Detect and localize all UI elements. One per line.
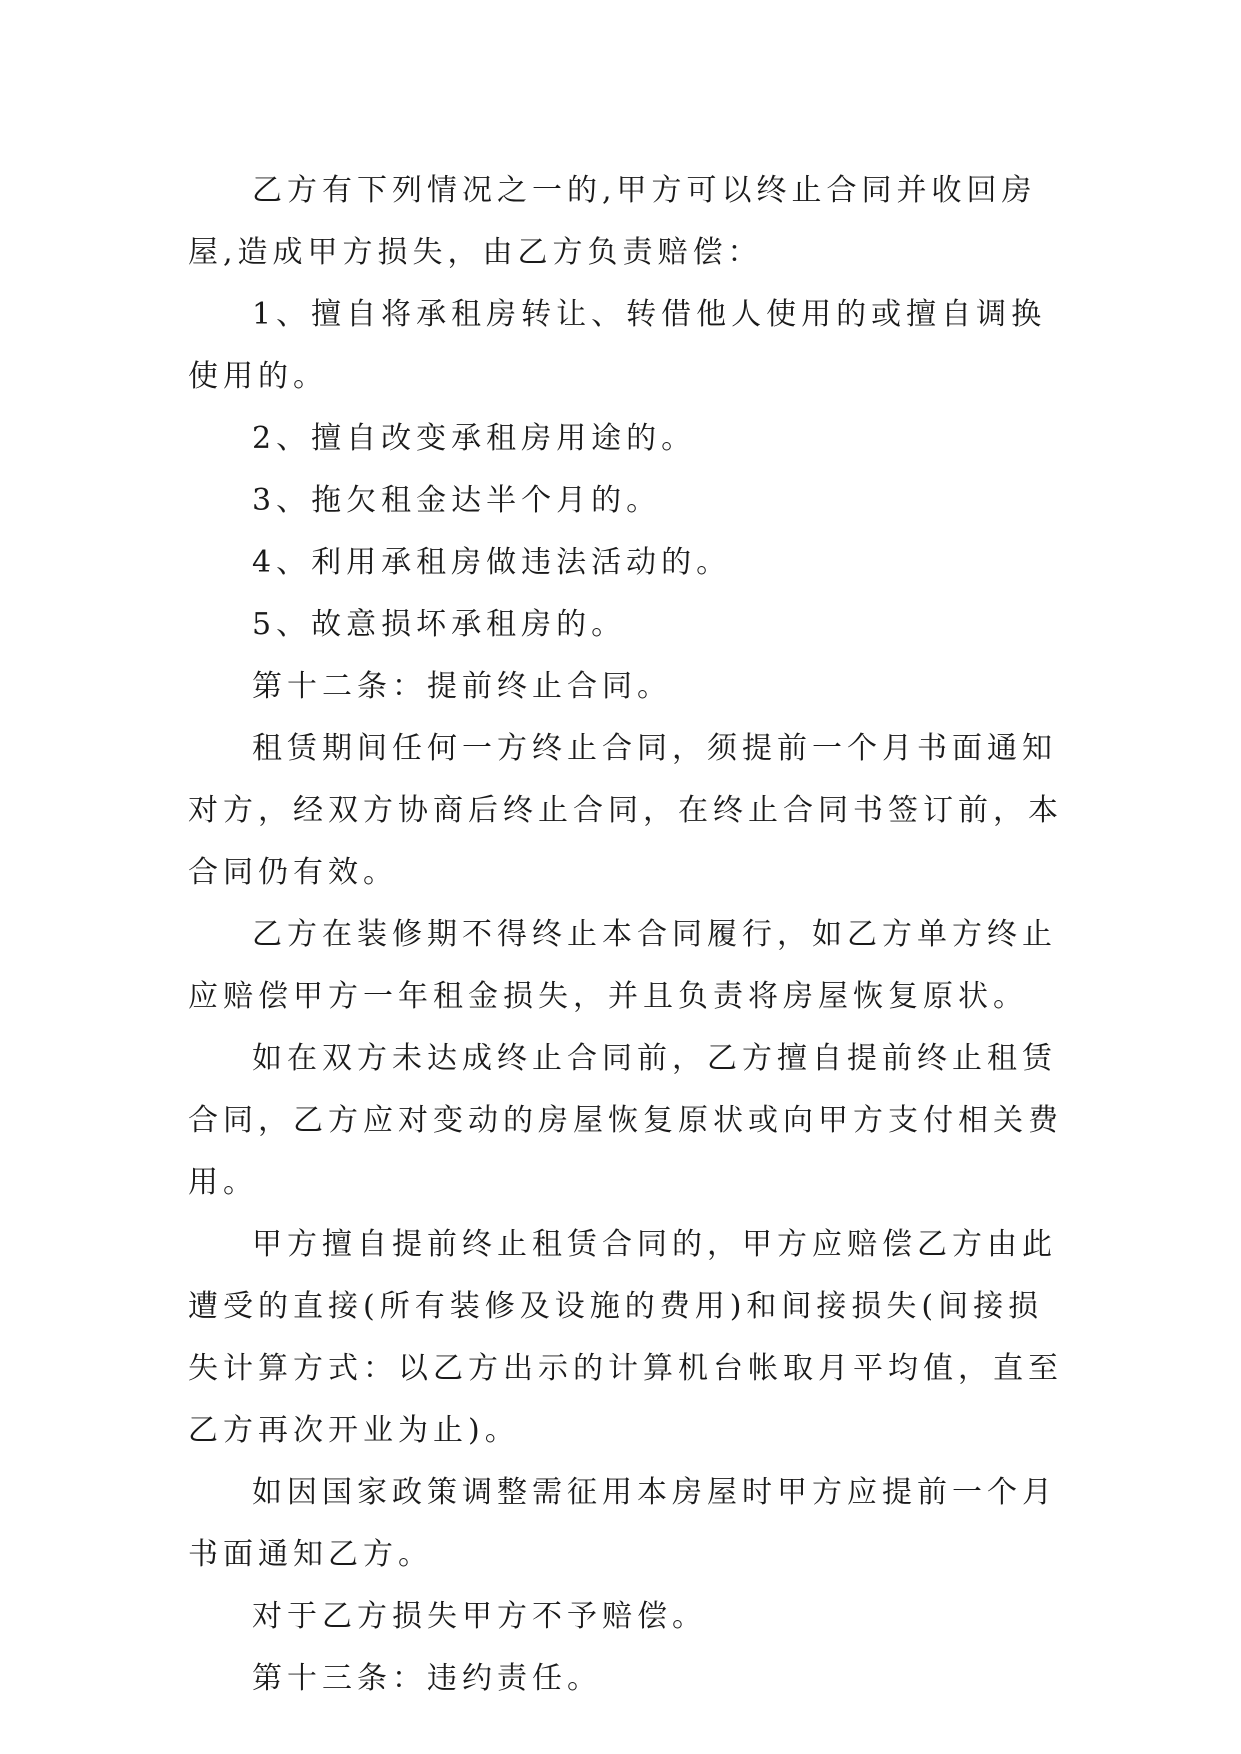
article-13-heading: 第十三条：违约责任。 — [252, 1661, 602, 1696]
paragraph-early-termination-notice: 租赁期间任何一方终止合同，须提前一个月书面通知对方，经双方协商后终止合同，在终止合同书签订前，本合同仍有效。 — [188, 731, 1063, 890]
paragraph-landlord-compensation: 甲方擅自提前终止租赁合同的，甲方应赔偿乙方由此遭受的直接(所有装修及设施的费用)和间接损失(间接损失计算方式：以乙方出示的计算机台帐取月平均值，直至乙方再次开业为止)。 — [188, 1227, 1063, 1448]
document-body — [188, 160, 1068, 1710]
paragraph-unilateral-termination: 如在双方未达成终止合同前，乙方擅自提前终止租赁合同，乙方应对变动的房屋恢复原状或向甲方支付相关费用。 — [188, 1041, 1063, 1200]
list-item-4: 4、利用承租房做违法活动的。 — [252, 545, 732, 580]
list-item-2: 2、擅自改变承租房用途的。 — [252, 421, 697, 456]
paragraph-renovation-period: 乙方在装修期不得终止本合同履行，如乙方单方终止应赔偿甲方一年租金损失，并且负责将房屋恢复原状。 — [188, 917, 1057, 1014]
paragraph-policy-requisition: 如因国家政策调整需征用本房屋时甲方应提前一个月书面通知乙方。 — [188, 1475, 1057, 1572]
paragraph-termination-conditions: 乙方有下列情况之一的,甲方可以终止合同并收回房屋,造成甲方损失，由乙方负责赔偿： — [188, 173, 1037, 270]
list-item-3: 3、拖欠租金达半个月的。 — [252, 483, 662, 518]
list-item-1: 1、擅自将承租房转让、转借他人使用的或擅自调换使用的。 — [188, 297, 1047, 394]
list-item-5: 5、故意损坏承租房的。 — [252, 607, 627, 642]
article-12-heading: 第十二条：提前终止合同。 — [252, 669, 672, 704]
paragraph-no-compensation: 对于乙方损失甲方不予赔偿。 — [252, 1599, 707, 1634]
